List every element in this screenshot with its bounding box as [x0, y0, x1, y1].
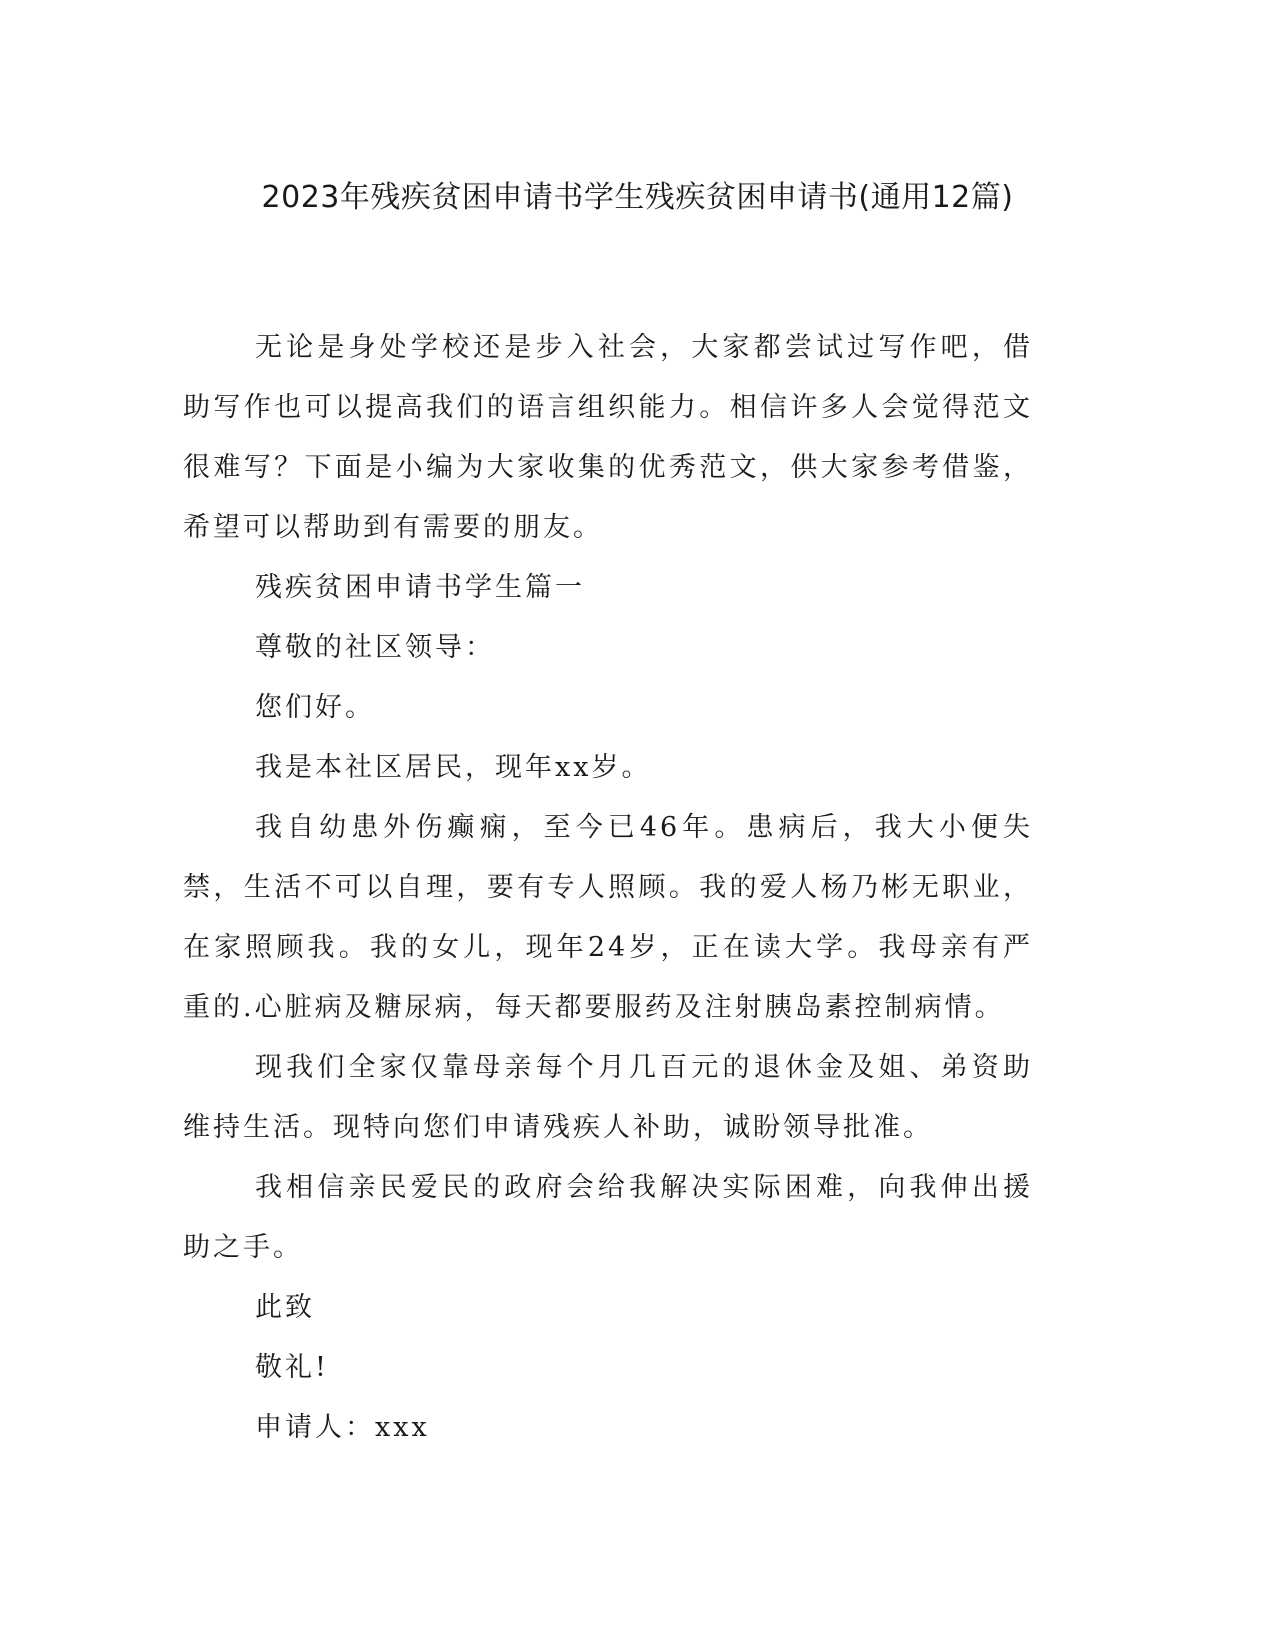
intro-paragraph: 无论是身处学校还是步入社会，大家都尝试过写作吧，借助写作也可以提高我们的语言组织能力。相信许多人会觉得范文很难写？下面是小编为大家收集的优秀范文，供大家参考借鉴，希望可以帮助到有需要的朋友。	[183, 332, 1033, 543]
closing-regards: 敬礼!	[255, 1352, 329, 1383]
body-paragraph: 我是本社区居民，现年xx岁。	[255, 752, 652, 783]
document-title: 2023年残疾贫困申请书学生残疾贫困申请书(通用12篇)	[261, 180, 1014, 215]
body-paragraph: 现我们全家仅靠母亲每个月几百元的退休金及姐、弟资助维持生活。现特向您们申请残疾人补助，诚盼领导批准。	[183, 1052, 1033, 1143]
applicant-signature: 申请人：xxx	[255, 1412, 430, 1443]
body-paragraph: 我自幼患外伤癫痫，至今已46年。患病后，我大小便失禁，生活不可以自理，要有专人照顾。我的爱人杨乃彬无职业，在家照顾我。我的女儿，现年24岁，正在读大学。我母亲有严重的.心脏病及糖尿病，每天都要服药及注射胰岛素控制病情。	[183, 812, 1033, 1023]
document-body	[183, 318, 1033, 1458]
salutation: 尊敬的社区领导：	[255, 632, 495, 663]
section-heading: 残疾贫困申请书学生篇一	[255, 572, 585, 603]
greeting: 您们好。	[255, 692, 375, 723]
closing-line: 此致	[255, 1292, 315, 1323]
body-paragraph: 我相信亲民爱民的政府会给我解决实际困难，向我伸出援助之手。	[183, 1172, 1033, 1263]
